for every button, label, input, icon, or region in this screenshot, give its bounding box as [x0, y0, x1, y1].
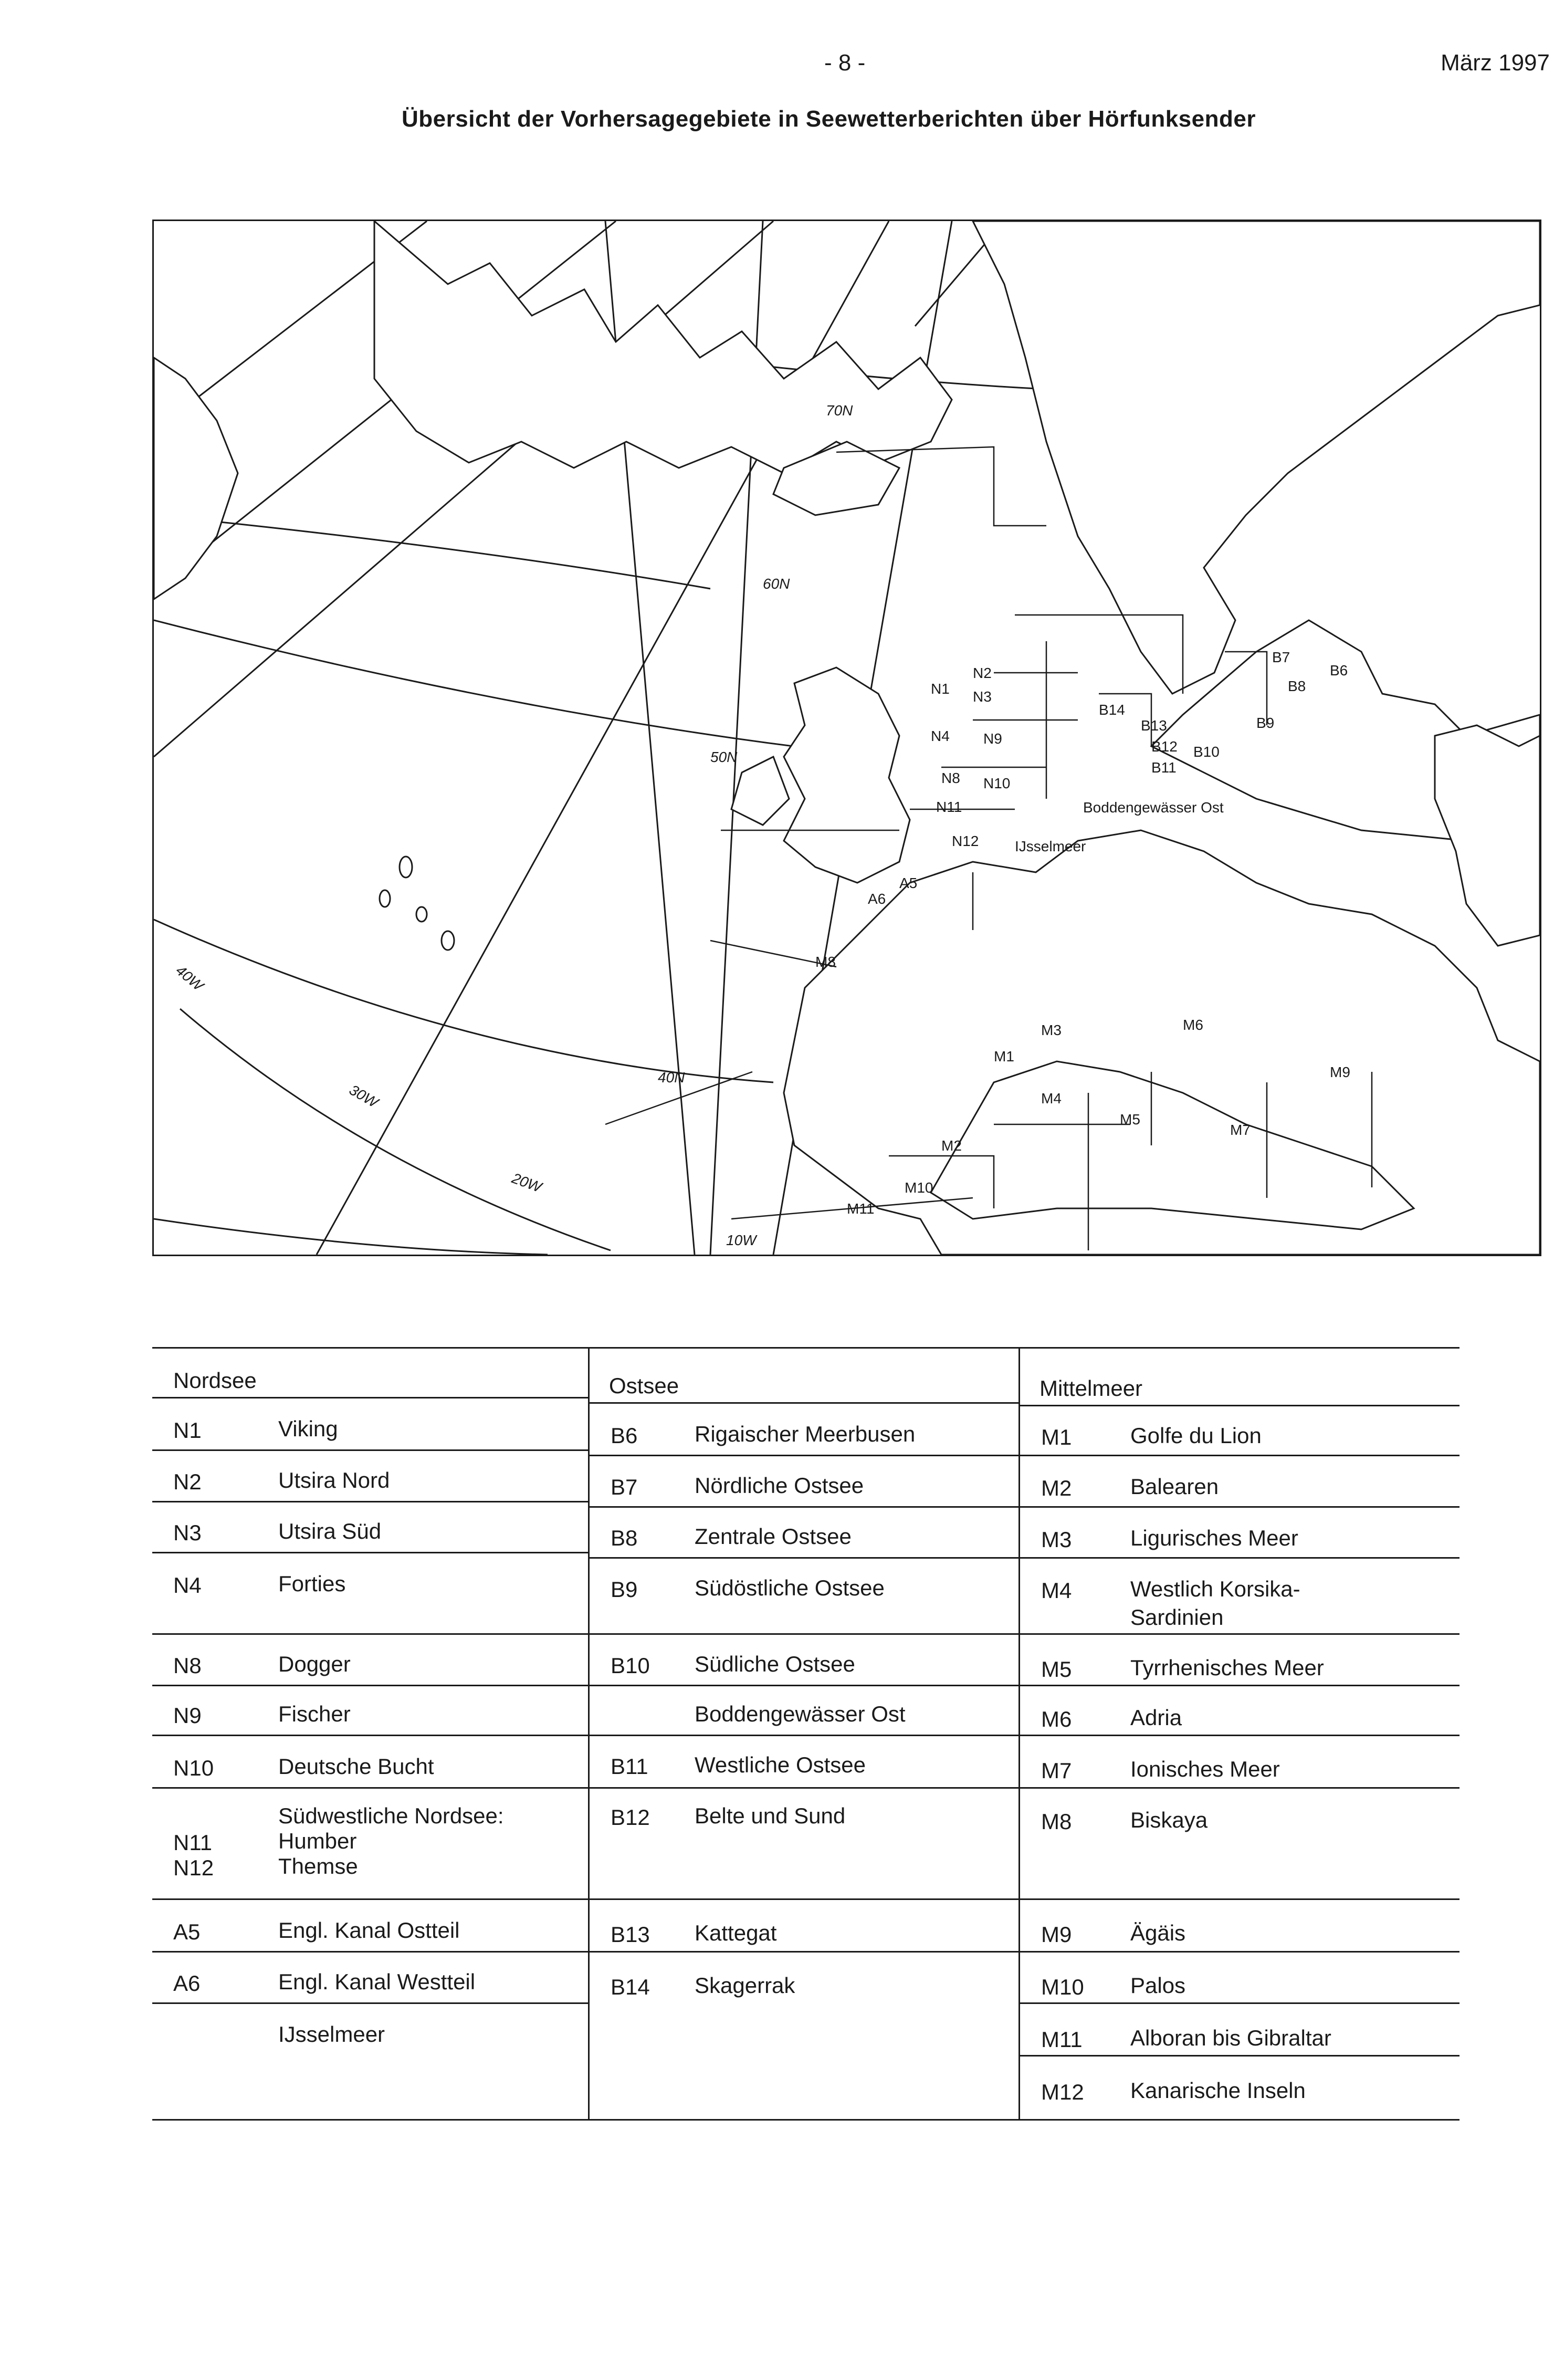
mittelmeer-area-code: M9 — [1041, 1922, 1072, 1947]
mittelmeer-area-code: M11 — [1041, 2027, 1083, 2052]
table-row — [1020, 1425, 1460, 1454]
area-label-n2: N2 — [973, 665, 992, 681]
ostsee-area-code: B13 — [611, 1922, 650, 1947]
nordsee-area-name: Utsira Nord — [278, 1468, 390, 1492]
table-row-divider — [1020, 1898, 1460, 1900]
table-row-divider — [590, 1787, 1018, 1789]
table-row — [1020, 2080, 1460, 2109]
table-row — [1020, 1707, 1460, 1736]
mittelmeer-area-name: Alboran bis Gibraltar — [1130, 2026, 1331, 2050]
ostsee-area-name: Skagerrak — [695, 1973, 795, 1998]
table-row — [1020, 1527, 1460, 1557]
ostsee-area-code: B11 — [611, 1754, 648, 1779]
nordsee-area-name: Fischer — [278, 1702, 351, 1726]
place-label-boddengewaesser: Boddengewässer Ost — [1083, 799, 1224, 816]
area-label-m8: M8 — [815, 954, 836, 970]
mittelmeer-area-name: Biskaya — [1130, 1808, 1208, 1832]
table-row — [152, 1703, 588, 1732]
mittelmeer-area-code: M1 — [1041, 1425, 1072, 1449]
nordsee-area-code: N12 — [173, 1855, 214, 1880]
nordsee-area-name: Viking — [278, 1416, 338, 1441]
table-row — [152, 1469, 588, 1499]
area-label-b11: B11 — [1151, 759, 1177, 776]
grid-label-40w: 40W — [173, 962, 207, 994]
mittelmeer-area-code: M6 — [1041, 1707, 1072, 1731]
table-row-divider — [590, 1951, 1018, 1953]
table-row-divider — [1020, 1633, 1460, 1635]
nordsee-area-name: Engl. Kanal Westteil — [278, 1969, 476, 1994]
nordsee-area-code: A6 — [173, 1971, 201, 1996]
table-row-divider — [152, 1552, 588, 1553]
mittelmeer-area-name: Ligurisches Meer — [1130, 1526, 1298, 1550]
area-label-n11: N11 — [936, 799, 962, 815]
table-row-divider — [152, 2002, 588, 2004]
table-row — [152, 2023, 588, 2053]
area-label-n9: N9 — [983, 730, 1002, 747]
table-row-divider — [1020, 1951, 1460, 1953]
area-label-b8: B8 — [1288, 678, 1306, 694]
ostsee-area-code: B14 — [611, 1975, 650, 1999]
area-label-b7: B7 — [1272, 649, 1290, 665]
grid-label-70n: 70N — [826, 402, 853, 419]
area-label-n3: N3 — [973, 688, 992, 705]
mittelmeer-area-code: M3 — [1041, 1527, 1072, 1552]
mittelmeer-area-name: Golfe du Lion — [1130, 1423, 1262, 1448]
ostsee-area-code: B10 — [611, 1653, 650, 1678]
grid-label-30w: 30W — [346, 1081, 381, 1111]
ostsee-area-name: Südliche Ostsee — [695, 1652, 855, 1676]
grid-label-50n: 50N — [710, 749, 738, 765]
table-row — [1020, 1758, 1460, 1788]
map-svg — [154, 221, 1540, 1255]
nordsee-area-name: Dogger — [278, 1652, 351, 1676]
table-row-divider — [590, 1735, 1018, 1736]
table-row — [152, 1971, 588, 2000]
ostsee-area-code: B8 — [611, 1526, 638, 1550]
table-row-divider — [1020, 1787, 1460, 1789]
area-label-m6: M6 — [1183, 1017, 1203, 1033]
mittelmeer-area-code: M8 — [1041, 1809, 1072, 1834]
ostsee-area-name: Zentrale Ostsee — [695, 1524, 852, 1549]
table-row — [590, 1975, 1018, 2004]
table-row — [590, 1805, 1018, 1834]
table-row — [1020, 1578, 1460, 1607]
nordsee-area-name: Humber — [278, 1829, 357, 1853]
area-label-b10: B10 — [1193, 744, 1220, 760]
table-row-divider — [590, 1898, 1018, 1900]
mittelmeer-area-name: Ionisches Meer — [1130, 1757, 1280, 1781]
mittelmeer-area-name: Kanarische Inseln — [1130, 2078, 1306, 2103]
table-row-divider — [152, 1951, 588, 1953]
area-label-n12: N12 — [952, 833, 979, 849]
area-label-m5: M5 — [1120, 1111, 1140, 1128]
ostsee-area-code: B9 — [611, 1577, 638, 1602]
mittelmeer-area-name: Westlich Korsika- — [1130, 1577, 1300, 1601]
table-row — [152, 1653, 588, 1683]
grid-label-10w: 10W — [726, 1232, 757, 1248]
place-label-ijsselmeer: IJsselmeer — [1015, 838, 1086, 854]
nordsee-area-code: A5 — [173, 1919, 201, 1944]
mittelmeer-area-code: M5 — [1041, 1657, 1072, 1682]
table-row-divider — [1020, 1735, 1460, 1736]
area-label-b12: B12 — [1151, 738, 1178, 755]
nordsee-area-code: N3 — [173, 1520, 202, 1545]
table-row — [590, 1577, 1018, 1606]
table-row-divider — [1020, 1506, 1460, 1508]
table-row-divider — [152, 1735, 588, 1736]
table-row-divider — [590, 1455, 1018, 1456]
ostsee-area-name: Belte und Sund — [695, 1803, 846, 1828]
table-row — [1020, 1975, 1460, 2004]
table-bottom-line — [152, 2119, 1460, 2121]
ostsee-area-name: Südöstliche Ostsee — [695, 1575, 885, 1600]
area-label-n1: N1 — [931, 681, 950, 697]
table-row-divider — [590, 1506, 1018, 1508]
area-label-m3: M3 — [1041, 1022, 1062, 1038]
table-row-divider — [590, 1685, 1018, 1686]
nordsee-area-code: N10 — [173, 1756, 214, 1780]
nordsee-area-name: Themse — [278, 1854, 358, 1878]
ostsee-area-name: Kattegat — [695, 1920, 777, 1945]
table-row — [590, 1423, 1018, 1453]
table-row — [152, 1756, 588, 1785]
table-row-divider — [1020, 1455, 1460, 1456]
mittelmeer-area-code: M7 — [1041, 1758, 1072, 1783]
table-row-divider — [152, 1449, 588, 1451]
ostsee-area-code: B6 — [611, 1423, 638, 1448]
nordsee-area-name: Deutsche Bucht — [278, 1754, 434, 1779]
forecast-areas-table — [152, 1347, 1460, 2119]
area-label-b13: B13 — [1141, 717, 1167, 734]
table-row — [152, 1855, 588, 1885]
ostsee-area-code: B12 — [611, 1805, 650, 1830]
ostsee-area-name: Westliche Ostsee — [695, 1752, 866, 1777]
grid-labels — [173, 402, 853, 1248]
table-header-divider — [590, 1402, 1018, 1404]
table-row-divider — [1020, 2055, 1460, 2057]
header-mittelmeer: Mittelmeer — [1040, 1376, 1143, 1401]
table-row — [152, 1418, 588, 1447]
table-header-divider — [152, 1397, 588, 1398]
table-row — [1020, 1657, 1460, 1686]
nordsee-area-name: IJsselmeer — [278, 2022, 385, 2047]
table-row-divider — [590, 1557, 1018, 1559]
table-row — [1020, 1922, 1460, 1951]
nordsee-area-code: N9 — [173, 1703, 202, 1728]
area-label-m10: M10 — [905, 1179, 933, 1196]
grid-label-40n: 40N — [658, 1069, 685, 1085]
table-row — [152, 1520, 588, 1550]
header-ostsee: Ostsee — [609, 1373, 679, 1398]
table-row — [1020, 1476, 1460, 1505]
table-row-divider — [1020, 1557, 1460, 1559]
table-row-divider — [152, 1501, 588, 1502]
nordsee-area-code: N2 — [173, 1469, 202, 1494]
forecast-areas-map — [152, 220, 1541, 1256]
mittelmeer-area-name: Ägäis — [1130, 1920, 1186, 1945]
table-row — [590, 1475, 1018, 1504]
mittelmeer-area-name: Balearen — [1130, 1474, 1219, 1499]
table-row-divider — [152, 1633, 588, 1635]
page-number: - 8 - — [824, 50, 866, 76]
table-row-divider — [1020, 1685, 1460, 1686]
table-header-divider — [1020, 1405, 1460, 1406]
table-row-divider — [152, 1787, 588, 1789]
document-title: Übersicht der Vorhersagegebiete in Seewetterberichten über Hörfunksender — [402, 106, 1256, 132]
ostsee-area-name: Nördliche Ostsee — [695, 1473, 864, 1498]
nordsee-area-code: N8 — [173, 1653, 202, 1678]
table-row — [1020, 1606, 1460, 1636]
ostsee-area-name: Rigaischer Meerbusen — [695, 1422, 916, 1446]
area-label-b14: B14 — [1099, 702, 1125, 718]
header-nordsee: Nordsee — [173, 1368, 257, 1393]
mittelmeer-area-code: M12 — [1041, 2080, 1084, 2104]
area-label-m1: M1 — [994, 1048, 1014, 1064]
mittelmeer-area-code: M2 — [1041, 1476, 1072, 1500]
table-row-divider — [152, 1898, 588, 1900]
area-label-m7: M7 — [1230, 1122, 1251, 1138]
table-row — [590, 1653, 1018, 1683]
table-row-divider — [152, 1685, 588, 1686]
table-row — [1020, 1809, 1460, 1839]
table-row — [152, 1573, 588, 1602]
nordsee-area-name: Südwestliche Nordsee: — [278, 1803, 504, 1828]
area-label-m11: M11 — [847, 1201, 875, 1217]
mittelmeer-area-name: Tyrrhenisches Meer — [1130, 1655, 1324, 1680]
table-row — [590, 1754, 1018, 1783]
table-row-divider — [1020, 2002, 1460, 2004]
area-label-n10: N10 — [983, 775, 1011, 791]
area-label-b9: B9 — [1256, 715, 1275, 731]
mittelmeer-area-code: M4 — [1041, 1578, 1072, 1603]
mittelmeer-area-name: Sardinien — [1130, 1605, 1224, 1630]
area-label-m9: M9 — [1330, 1064, 1350, 1080]
area-label-n4: N4 — [931, 728, 950, 744]
nordsee-area-code: N4 — [173, 1573, 202, 1598]
ostsee-area-name: Boddengewässer Ost — [695, 1702, 906, 1726]
area-label-a5: A5 — [899, 875, 918, 891]
grid-label-20w: 20W — [509, 1170, 544, 1196]
page-date: März 1997 — [1441, 50, 1550, 76]
ostsee-area-code: B7 — [611, 1475, 638, 1499]
area-label-m4: M4 — [1041, 1090, 1062, 1107]
mittelmeer-area-name: Adria — [1130, 1705, 1182, 1730]
area-label-m2: M2 — [941, 1137, 962, 1154]
nordsee-area-code: N1 — [173, 1418, 202, 1443]
table-row — [1020, 2027, 1460, 2057]
table-row — [590, 1922, 1018, 1951]
table-row — [590, 1526, 1018, 1555]
area-label-b6: B6 — [1330, 662, 1348, 678]
nordsee-area-name: Utsira Süd — [278, 1519, 382, 1543]
nordsee-area-name: Forties — [278, 1571, 346, 1596]
grid-label-60n: 60N — [763, 576, 790, 592]
page-header — [0, 50, 1554, 87]
mittelmeer-area-code: M10 — [1041, 1975, 1084, 1999]
area-label-a6: A6 — [868, 891, 886, 907]
nordsee-area-name: Engl. Kanal Ostteil — [278, 1918, 460, 1943]
area-label-n8: N8 — [941, 770, 960, 786]
table-row-divider — [590, 1633, 1018, 1635]
table-top-line — [152, 1347, 1460, 1349]
mittelmeer-area-name: Palos — [1130, 1973, 1186, 1998]
table-row — [152, 1919, 588, 1949]
nordsee-area-code: N11 — [173, 1830, 212, 1855]
table-row — [590, 1703, 1018, 1732]
